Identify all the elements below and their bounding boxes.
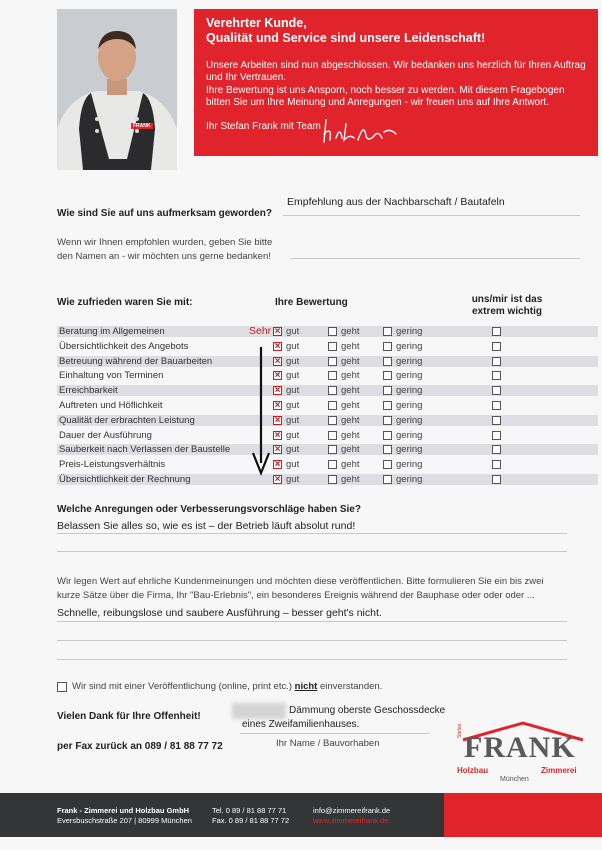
rating-option-label: gering	[396, 430, 423, 441]
rating-option-label: gut	[286, 459, 300, 470]
project-line-2[interactable]: eines Zweifamilienhauses.	[242, 719, 360, 730]
testimonial-intro-line-1: Wir legen Wert auf ehrliche Kundenmeinungen und möchten diese veröffentlichen. Bitte formulieren Sie ein bis zwei	[57, 576, 544, 587]
rating-row-label: Auftreten und Höflichkeit	[59, 400, 163, 411]
important-checkbox[interactable]	[492, 416, 501, 425]
testimonial-line-1	[57, 621, 567, 622]
intro-paragraph-2: Ihre Bewertung ist uns Ansporn, noch besser zu werden. Mit diesem Fragebogen bitten Sie um Ihre Meinung und Anregungen - wir freuen uns auf Ihre Antwort.	[206, 85, 565, 108]
important-checkbox[interactable]	[492, 431, 501, 440]
rating-option-label: geht	[341, 385, 360, 396]
headline-line-2: Qualität und Service sind unsere Leidenschaft!	[206, 31, 486, 45]
rating-checkbox-geht[interactable]	[328, 416, 337, 425]
rating-option-label: gering	[396, 341, 423, 352]
source-answer-line	[283, 215, 580, 216]
logo-left: Holzbau	[457, 766, 489, 775]
source-answer[interactable]: Empfehlung aus der Nachbarschaft / Bautafeln	[287, 196, 505, 208]
logo-small: Stefan	[457, 723, 463, 738]
rating-option-label: gering	[396, 400, 423, 411]
rating-checkbox-geht[interactable]	[328, 342, 337, 351]
rating-checkbox-geht[interactable]	[328, 460, 337, 469]
ratings-header-important	[467, 294, 547, 318]
rating-checkbox-gut[interactable]: ×	[274, 385, 281, 396]
rating-checkbox-gut[interactable]: ×	[274, 415, 281, 426]
rating-row-label: Beratung im Allgemeinen	[59, 326, 165, 337]
rating-option-label: gut	[286, 370, 300, 381]
footer-web[interactable]: www.zimmereifrank.de	[313, 816, 389, 825]
rating-option-label: geht	[341, 444, 360, 455]
rating-option-label: gut	[286, 356, 300, 367]
rating-row-label: Betreuung während der Bauarbeiten	[59, 356, 213, 367]
footer-accent	[444, 793, 602, 837]
rating-option-label: gut	[286, 326, 300, 337]
rating-checkbox-gering[interactable]	[383, 386, 392, 395]
consent-prefix: Wir sind mit einer Veröffentlichung (online, print etc.)	[72, 681, 293, 692]
rating-option-label: geht	[341, 430, 360, 441]
rating-checkbox-gering[interactable]	[383, 431, 392, 440]
rating-row-label: Qualität der erbrachten Leistung	[59, 415, 195, 426]
rating-checkbox-geht[interactable]	[328, 475, 337, 484]
footer	[0, 793, 444, 837]
important-checkbox[interactable]	[492, 475, 501, 484]
rating-checkbox-geht[interactable]	[328, 401, 337, 410]
headline-line-1: Verehrter Kunde,	[206, 16, 307, 30]
testimonial-line-2	[57, 640, 567, 641]
rating-option-label: gering	[396, 356, 423, 367]
rating-option-label: geht	[341, 474, 360, 485]
rating-checkbox-gut[interactable]: ×	[274, 370, 281, 381]
important-line-1: uns/mir ist das	[471, 294, 543, 305]
headline	[206, 16, 586, 46]
important-checkbox[interactable]	[492, 357, 501, 366]
rating-checkbox-gering[interactable]	[383, 416, 392, 425]
rating-option-label: geht	[341, 356, 360, 367]
rating-row-label: Sauberkeit nach Verlassen der Baustelle	[59, 444, 231, 455]
consent-checkbox[interactable]	[57, 682, 67, 692]
rating-row-label: Übersichtlichkeit der Rechnung	[59, 474, 191, 485]
rating-checkbox-geht[interactable]	[328, 431, 337, 440]
rating-option-label: geht	[341, 341, 360, 352]
referral-name-line[interactable]	[290, 258, 580, 259]
source-question: Wie sind Sie auf uns aufmerksam geworden?	[57, 208, 272, 219]
frank-logo	[455, 720, 590, 785]
rating-option-label: geht	[341, 400, 360, 411]
footer-address: Eversbuschstraße 207 | 80999 München	[57, 816, 192, 825]
rating-checkbox-gut[interactable]: ×	[274, 341, 281, 352]
rating-option-label: geht	[341, 370, 360, 381]
rating-checkbox-gut[interactable]: ×	[274, 444, 281, 455]
rating-option-label: geht	[341, 326, 360, 337]
consent-text	[72, 681, 382, 692]
rating-option-label: gut	[286, 385, 300, 396]
testimonial-answer[interactable]: Schnelle, reibungslose und saubere Ausführung – besser geht's nicht.	[57, 607, 382, 619]
intro-paragraph-1: Unsere Arbeiten sind nun abgeschlossen. Wir bedanken uns herzlich für Ihren Auftrag und Ihr Vertrauen.	[206, 60, 586, 83]
sehr-note: Sehr	[249, 325, 272, 337]
rating-checkbox-gut[interactable]: ×	[274, 459, 281, 470]
rating-option-label: gering	[396, 474, 423, 485]
footer-fax: Fax. 0 89 / 81 88 77 72	[212, 816, 290, 825]
rating-checkbox-gering[interactable]	[383, 342, 392, 351]
rating-checkbox-gut[interactable]: ×	[274, 430, 281, 441]
important-checkbox[interactable]	[492, 460, 501, 469]
rating-checkbox-geht[interactable]	[328, 371, 337, 380]
consent-emphasis: nicht	[294, 681, 318, 692]
rating-row-label: Einhaltung von Terminen	[59, 370, 164, 381]
rating-checkbox-geht[interactable]	[328, 327, 337, 336]
rating-checkbox-gut[interactable]: ×	[274, 326, 281, 337]
rating-checkbox-gering[interactable]	[383, 475, 392, 484]
footer-tel: Tel. 0 89 / 81 88 77 71	[212, 806, 287, 815]
referral-line-2: den Namen an - wir möchten uns gerne bedanken!	[57, 251, 271, 262]
rating-option-label: gering	[396, 415, 423, 426]
suggestions-line-2	[57, 551, 567, 552]
important-checkbox[interactable]	[492, 386, 501, 395]
rating-row-label: Dauer der Ausführung	[59, 430, 152, 441]
rating-option-label: gering	[396, 370, 423, 381]
fax-text: per Fax zurück an 089 / 81 88 77 72	[57, 741, 223, 752]
logo-city: München	[500, 776, 529, 783]
rating-checkbox-gering[interactable]	[383, 460, 392, 469]
rating-option-label: gering	[396, 444, 423, 455]
down-arrow-icon	[250, 345, 272, 477]
important-checkbox[interactable]	[492, 371, 501, 380]
important-checkbox[interactable]	[492, 327, 501, 336]
rating-row-label: Übersichtlichkeit des Angebots	[59, 341, 189, 352]
logo-right: Zimmerei	[541, 766, 577, 775]
important-checkbox[interactable]	[492, 445, 501, 454]
rating-checkbox-gut[interactable]: ×	[274, 400, 281, 411]
footer-email[interactable]: info@zimmereifrank.de	[313, 806, 391, 815]
rating-option-label: gut	[286, 444, 300, 455]
important-checkbox[interactable]	[492, 401, 501, 410]
important-checkbox[interactable]	[492, 342, 501, 351]
rating-option-label: gering	[396, 459, 423, 470]
rating-option-label: gut	[286, 415, 300, 426]
rating-checkbox-gering[interactable]	[383, 445, 392, 454]
important-line-2: extrem wichtig	[471, 306, 543, 317]
rating-row-label: Preis-Leistungsverhältnis	[59, 459, 166, 470]
rating-option-label: gering	[396, 385, 423, 396]
name-line	[240, 733, 430, 734]
shirt-badge: FRANK	[133, 123, 151, 129]
rating-checkbox-gut[interactable]: ×	[274, 356, 281, 367]
consent-suffix: einverstanden.	[320, 681, 383, 692]
rating-option-label: gering	[396, 326, 423, 337]
testimonial-line-3	[57, 659, 567, 660]
rating-checkbox-gering[interactable]	[383, 357, 392, 366]
referral-text	[57, 236, 272, 264]
footer-company: Frank - Zimmerei und Holzbau GmbH	[57, 806, 190, 815]
rating-checkbox-geht[interactable]	[328, 445, 337, 454]
rating-option-label: gut	[286, 400, 300, 411]
rating-row-label: Erreichbarkeit	[59, 385, 118, 396]
rating-checkbox-gering[interactable]	[383, 371, 392, 380]
rating-option-label: gut	[286, 430, 300, 441]
suggestions-question: Welche Anregungen oder Verbesserungsvorschläge haben Sie?	[57, 504, 361, 515]
rating-checkbox-gut[interactable]: ×	[274, 474, 281, 485]
rating-checkbox-geht[interactable]	[328, 357, 337, 366]
rating-checkbox-gering[interactable]	[383, 327, 392, 336]
thanks-text: Vielen Dank für Ihre Offenheit!	[57, 711, 201, 722]
name-label: Ihr Name / Bauvorhaben	[276, 738, 380, 749]
rating-option-label: geht	[341, 415, 360, 426]
logo-main: FRANK	[464, 731, 576, 764]
rating-option-label: geht	[341, 459, 360, 470]
rating-checkbox-gering[interactable]	[383, 401, 392, 410]
redacted-name	[232, 703, 286, 719]
signature	[320, 116, 400, 146]
rating-option-label: gut	[286, 341, 300, 352]
testimonial-intro-line-2: kurze Sätze über die Firma, Ihr "Bau-Erlebnis", ein besonderes Ereignis während der Bauphase oder oder oder ...	[57, 590, 535, 601]
ratings-header-rating: Ihre Bewertung	[275, 297, 348, 308]
project-line-1[interactable]: Dämmung oberste Geschossdecke	[289, 705, 446, 716]
rating-checkbox-geht[interactable]	[328, 386, 337, 395]
testimonial-intro	[57, 575, 577, 603]
suggestions-line-1	[57, 533, 567, 534]
rating-option-label: gut	[286, 474, 300, 485]
suggestions-answer[interactable]: Belassen Sie alles so, wie es ist – der Betrieb läuft absolut rund!	[57, 520, 356, 532]
referral-line-1: Wenn wir Ihnen empfohlen wurden, geben Sie bitte	[57, 237, 273, 248]
portrait-photo	[57, 9, 177, 170]
signoff: Ihr Stefan Frank mit Team	[206, 121, 321, 132]
ratings-header-label: Wie zufrieden waren Sie mit:	[57, 297, 193, 308]
